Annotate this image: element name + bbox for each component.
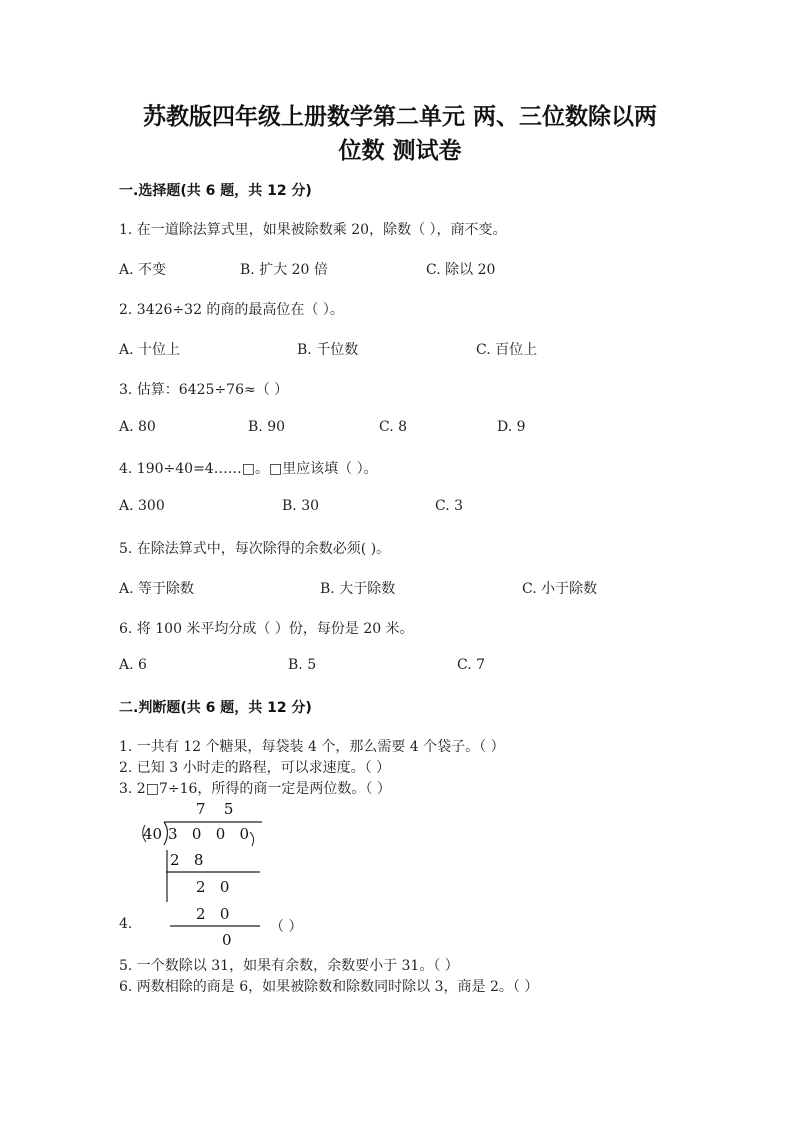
division-step3: 2 0 — [196, 905, 230, 923]
q2-option-c: C. 百位上 — [476, 342, 538, 358]
division-step2: 2 0 — [196, 878, 230, 896]
judge-item-4-label: 4. — [119, 916, 133, 932]
division-step1: 2 8 — [170, 851, 204, 869]
q5-option-b: B. 大于除数 — [320, 581, 396, 597]
judge-item-6: 6. 两数相除的商是 6，如果被除数和除数同时除以 3，商是 2。（ ） — [119, 979, 539, 995]
judge-item-3: 3. 2□7÷16，所得的商一定是两位数。（ ） — [119, 781, 391, 797]
q3-option-a: A. 80 — [119, 419, 156, 435]
q1-option-c: C. 除以 20 — [426, 262, 496, 278]
division-vertical-mark — [164, 850, 170, 905]
question-5: 5. 在除法算式中，每次除得的余数必须( )。 — [119, 541, 391, 557]
division-rule-1 — [164, 870, 264, 876]
q3-option-d: D. 9 — [497, 419, 526, 435]
q1-option-a: A. 不变 — [119, 262, 167, 278]
q5-option-a: A. 等于除数 — [119, 581, 195, 597]
judge-item-5: 5. 一个数除以 31，如果有余数，余数要小于 31。（ ） — [119, 958, 459, 974]
q3-option-b: B. 90 — [248, 419, 286, 435]
question-3: 3. 估算：6425÷76≈（ ） — [119, 382, 289, 398]
division-rule-2 — [168, 924, 264, 930]
q6-option-b: B. 5 — [288, 657, 317, 673]
judge-item-4-paren: （ ） — [270, 919, 303, 935]
q4-option-c: C. 3 — [435, 498, 464, 514]
q2-option-b: B. 千位数 — [297, 342, 359, 358]
division-quotient: 7 5 — [196, 800, 235, 818]
q5-option-c: C. 小于除数 — [522, 581, 598, 597]
q4-option-b: B. 30 — [282, 498, 320, 514]
page-title-line1: 苏教版四年级上册数学第二单元 两、三位数除以两 — [142, 104, 657, 130]
section1-heading: 一.选择题(共 6 题，共 12 分) — [119, 183, 312, 199]
question-6: 6. 将 100 米平均分成（ ）份，每份是 20 米。 — [119, 621, 414, 637]
question-1: 1. 在一道除法算式里，如果被除数乘 20，除数（ ），商不变。 — [119, 222, 507, 238]
q6-option-a: A. 6 — [119, 657, 147, 673]
division-divisor: 40 — [143, 825, 163, 843]
page-title-line2: 位数 测试卷 — [338, 138, 462, 164]
q6-option-c: C. 7 — [457, 657, 486, 673]
question-2: 2. 3426÷32 的商的最高位在（ ）。 — [119, 302, 344, 318]
judge-item-2: 2. 已知 3 小时走的路程，可以求速度。（ ） — [119, 760, 391, 776]
judge-item-1: 1. 一共有 12 个糖果，每袋装 4 个，那么需要 4 个袋子。（ ） — [119, 739, 505, 755]
question-4: 4. 190÷40=4……□。□里应该填（ ）。 — [119, 461, 378, 477]
q3-option-c: C. 8 — [379, 419, 408, 435]
q2-option-a: A. 十位上 — [119, 342, 181, 358]
q4-option-a: A. 300 — [119, 498, 165, 514]
division-remainder: 0 — [222, 931, 232, 949]
division-dividend: 3 0 0 0 — [168, 825, 250, 843]
q1-option-b: B. 扩大 20 倍 — [240, 262, 328, 278]
section2-heading: 二.判断题(共 6 题，共 12 分) — [119, 700, 312, 716]
